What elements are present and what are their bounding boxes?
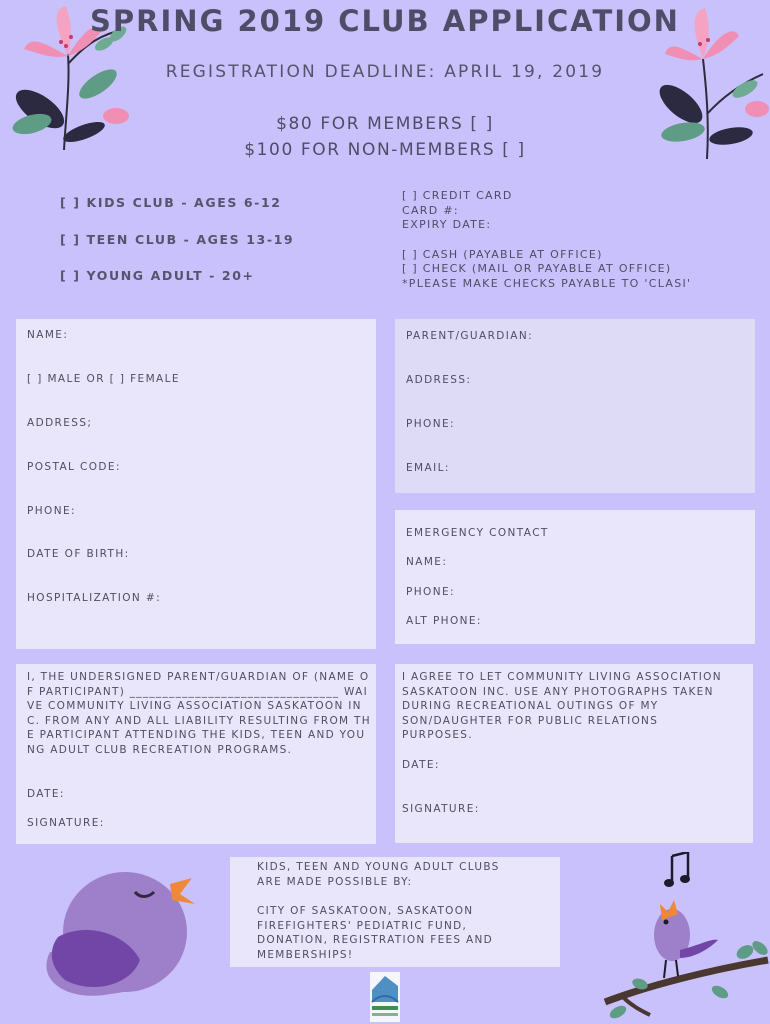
guardian-info-box (395, 319, 755, 493)
hospitalization-field[interactable]: HOSPITALIZATION #: (27, 592, 162, 604)
waiver-box (16, 664, 376, 844)
registration-deadline: REGISTRATION DEADLINE: APRIL 19, 2019 (165, 62, 605, 82)
option-young-adult[interactable]: [ ] YOUNG ADULT - 20+ (60, 268, 255, 283)
fee-members: $80 FOR MEMBERS [ ] (276, 114, 494, 134)
emergency-contact-box (395, 510, 755, 644)
fee-non-members: $100 FOR NON-MEMBERS [ ] (244, 140, 526, 160)
option-check[interactable]: [ ] CHECK (MAIL OR PAYABLE AT OFFICE) (402, 262, 672, 276)
option-teen-club[interactable]: [ ] TEEN CLUB - AGES 13-19 (60, 232, 295, 247)
payment-section (402, 189, 691, 292)
photo-consent-text: I AGREE TO LET COMMUNITY LIVING ASSOCIATION SASKATOON INC. USE ANY PHOTOGRAPHS TAKEN DURING RECREATIONAL OUTINGS OF MY SON/DAUGHTER FOR PUBLIC RELATIONS PURPOSES. (402, 671, 722, 742)
photo-consent-box (395, 664, 753, 843)
postal-code-field[interactable]: POSTAL CODE: (27, 461, 121, 473)
participant-info-box (16, 319, 376, 649)
logo-icon (370, 972, 400, 1022)
waiver-text: I, THE UNDERSIGNED PARENT/GUARDIAN OF (NAME OF PARTICIPANT) ________________________________ WAIVE COMMUNITY LIVING ASSOCIATION SASKATOON INC. FROM ANY AND ALL LIABILITY RESULTING FROM THE PARTICIPANT ATTENDING THE KIDS, TEEN AND YOUNG ADULT CLUB RECREATION PROGRAMS. (27, 671, 371, 756)
name-field[interactable]: NAME: (27, 329, 69, 341)
sponsors-intro: KIDS, TEEN AND YOUNG ADULT CLUBS ARE MADE POSSIBLE BY: (257, 861, 500, 888)
option-credit-card[interactable]: [ ] CREDIT CARD (402, 189, 513, 202)
branch-icon (600, 890, 770, 1024)
waiver-signature-field[interactable]: SIGNATURE: (27, 817, 105, 829)
card-number-label: CARD #: (402, 203, 459, 217)
check-payable-note: *PLEASE MAKE CHECKS PAYABLE TO 'CLASI' (402, 276, 692, 290)
bird-icon (30, 862, 200, 1002)
music-note-icon (664, 852, 690, 888)
emergency-phone-field[interactable]: PHONE: (406, 586, 455, 598)
parent-guardian-field[interactable]: PARENT/GUARDIAN: (406, 330, 534, 342)
option-cash[interactable]: [ ] CASH (PAYABLE AT OFFICE) (402, 247, 603, 261)
phone-field[interactable]: PHONE: (27, 505, 76, 517)
emergency-alt-phone-field[interactable]: ALT PHONE: (406, 615, 482, 627)
sponsors-list: CITY OF SASKATOON, SASKATOON FIREFIGHTERS' PEDIATRIC FUND, DONATION, REGISTRATION FEES AND MEMBERSHIPS! (257, 905, 494, 961)
photo-signature-field[interactable]: SIGNATURE: (402, 803, 480, 815)
sponsors-box (230, 857, 560, 967)
page-title: SPRING 2019 CLUB APPLICATION (90, 4, 680, 38)
expiry-date-label: EXPIRY DATE: (402, 218, 492, 232)
guardian-phone-field[interactable]: PHONE: (406, 418, 455, 430)
date-of-birth-field[interactable]: DATE OF BIRTH: (27, 548, 130, 560)
guardian-email-field[interactable]: EMAIL: (406, 462, 450, 474)
waiver-date-field[interactable]: DATE: (27, 788, 65, 800)
sex-field[interactable]: [ ] MALE OR [ ] FEMALE (27, 373, 180, 385)
address-field[interactable]: ADDRESS; (27, 417, 93, 429)
emergency-name-field[interactable]: NAME: (406, 556, 448, 568)
option-kids-club[interactable]: [ ] KIDS CLUB - AGES 6-12 (60, 195, 282, 210)
photo-date-field[interactable]: DATE: (402, 759, 440, 771)
guardian-address-field[interactable]: ADDRESS: (406, 374, 472, 386)
emergency-contact-title: EMERGENCY CONTACT (406, 527, 549, 539)
